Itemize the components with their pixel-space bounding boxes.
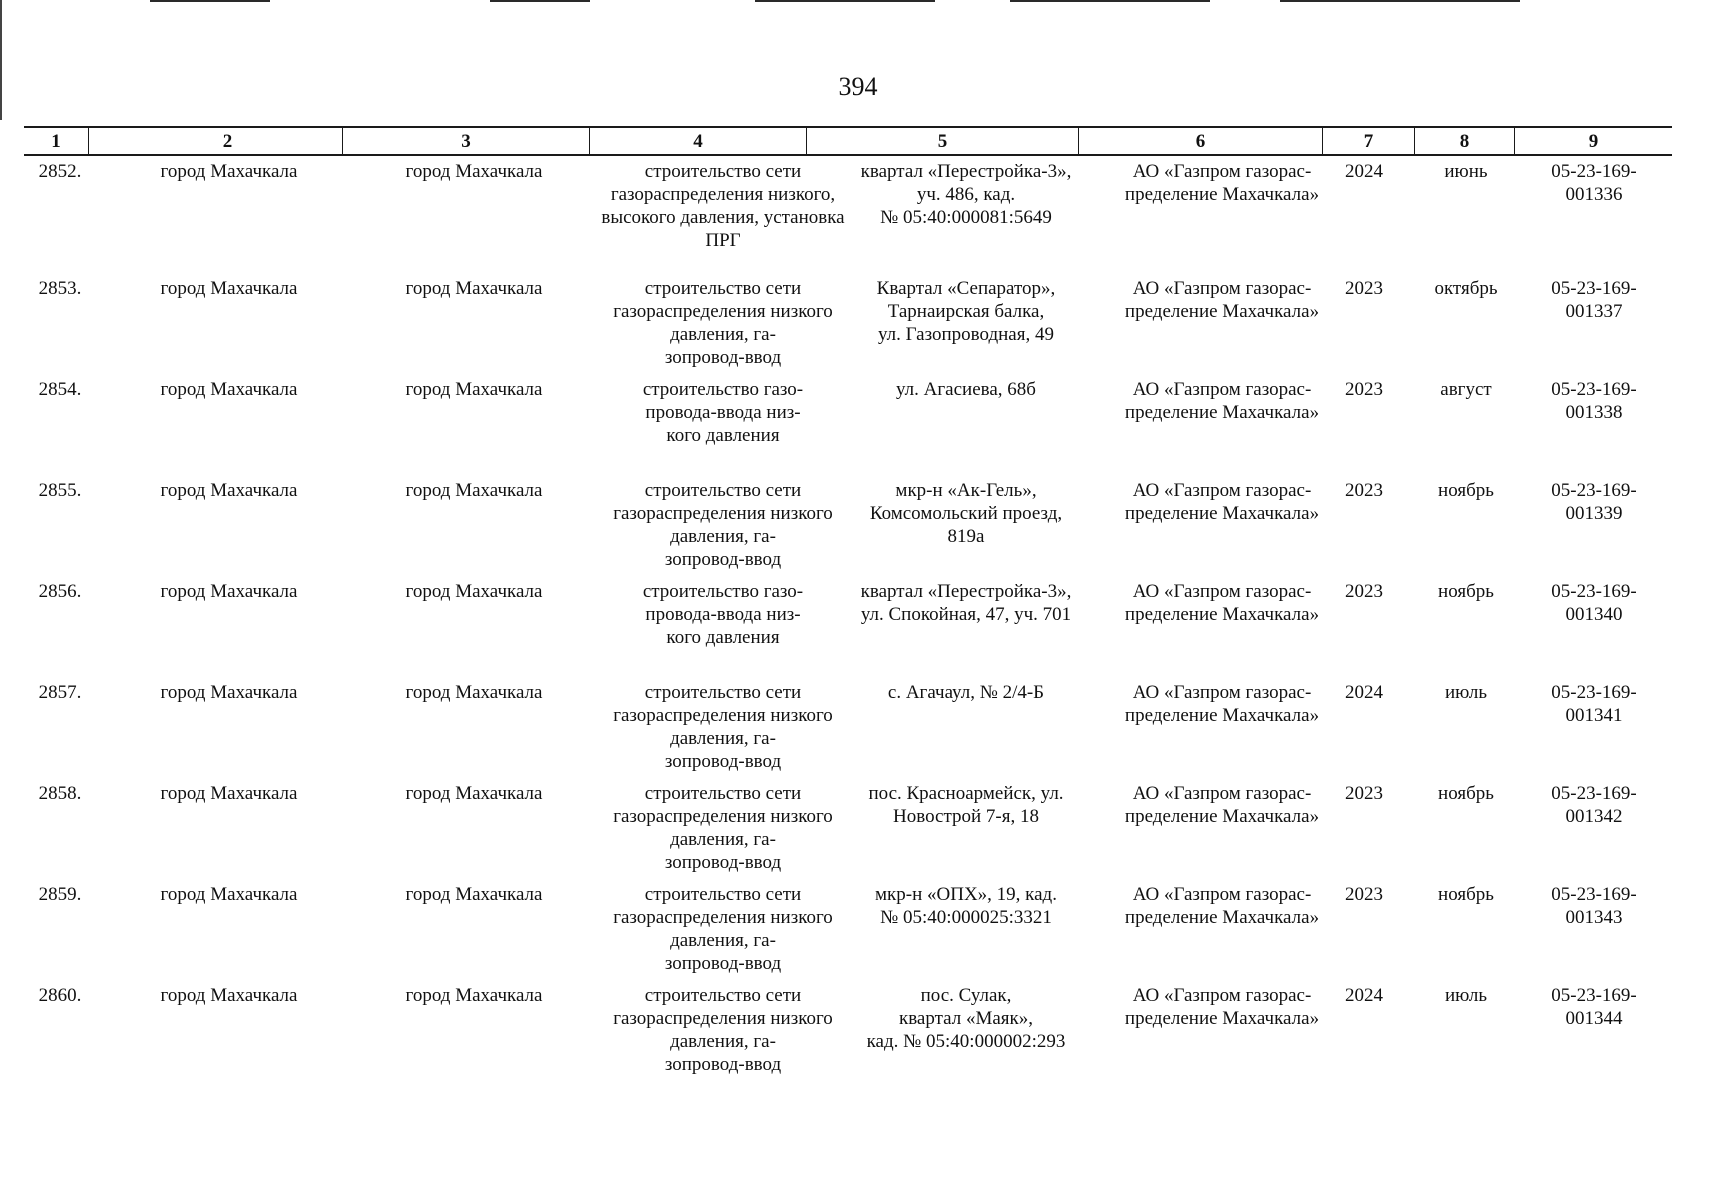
address-cell: мкр-н «ОПХ», 19, кад. № 05:40:000025:3321 xyxy=(875,884,1057,928)
year-cell: 2023 xyxy=(1345,480,1383,501)
column-header: 9 xyxy=(1514,128,1672,154)
column-header: 3 xyxy=(342,128,589,154)
year-cell: 2024 xyxy=(1345,161,1383,182)
code-cell: 05-23-169- 001341 xyxy=(1551,682,1637,726)
settlement-cell: город Махачкала xyxy=(405,783,543,804)
month-cell: июнь xyxy=(1444,161,1488,182)
settlement-cell: город Махачкала xyxy=(405,278,543,299)
settlement-cell: город Махачкала xyxy=(405,480,543,501)
table-row xyxy=(24,879,1672,980)
organization-cell: АО «Газпром газорас- пределение Махачкала» xyxy=(1124,884,1320,928)
row-number: 2853. xyxy=(38,278,82,299)
district-cell: город Махачкала xyxy=(160,985,298,1006)
work-description-cell: строительство газо- провода-ввода низ- кого давления xyxy=(642,581,804,648)
table-row xyxy=(24,980,1672,1081)
work-description-cell: строительство сети газораспределения низкого, высокого давления, установка ПРГ xyxy=(601,161,845,251)
district-cell: город Махачкала xyxy=(160,783,298,804)
month-cell: ноябрь xyxy=(1438,581,1494,602)
work-description-cell: строительство сети газораспределения низкого давления, га- зопровод-ввод xyxy=(613,985,833,1075)
month-cell: ноябрь xyxy=(1438,884,1494,905)
address-cell: пос. Сулак, квартал «Маяк», кад. № 05:40:000002:293 xyxy=(866,985,1066,1052)
month-cell: ноябрь xyxy=(1438,480,1494,501)
organization-cell: АО «Газпром газорас- пределение Махачкала» xyxy=(1124,278,1320,322)
code-cell: 05-23-169- 001340 xyxy=(1551,581,1637,625)
scan-edge-line xyxy=(755,0,935,2)
row-number: 2857. xyxy=(38,682,82,703)
code-cell: 05-23-169- 001339 xyxy=(1551,480,1637,524)
settlement-cell: город Махачкала xyxy=(405,985,543,1006)
address-cell: ул. Агасиева, 68б xyxy=(896,379,1036,400)
organization-cell: АО «Газпром газорас- пределение Махачкала» xyxy=(1124,985,1320,1029)
scan-edge-line xyxy=(490,0,590,2)
table-row xyxy=(24,273,1672,374)
year-cell: 2023 xyxy=(1345,379,1383,400)
organization-cell: АО «Газпром газорас- пределение Махачкала» xyxy=(1124,379,1320,423)
scan-left-edge xyxy=(0,0,2,120)
settlement-cell: город Махачкала xyxy=(405,682,543,703)
scan-edge-line xyxy=(1280,0,1520,2)
work-description-cell: строительство сети газораспределения низкого давления, га- зопровод-ввод xyxy=(613,682,833,772)
column-header: 6 xyxy=(1078,128,1322,154)
district-cell: город Махачкала xyxy=(160,161,298,182)
scan-edge-line xyxy=(1010,0,1210,2)
organization-cell: АО «Газпром газорас- пределение Махачкала» xyxy=(1124,783,1320,827)
district-cell: город Махачкала xyxy=(160,682,298,703)
table-row xyxy=(24,677,1672,778)
month-cell: август xyxy=(1440,379,1492,400)
row-number: 2860. xyxy=(38,985,82,1006)
page-number: 394 xyxy=(838,72,878,101)
table-row xyxy=(24,374,1672,475)
table-row xyxy=(24,475,1672,576)
work-description-cell: строительство сети газораспределения низкого давления, га- зопровод-ввод xyxy=(613,884,833,974)
organization-cell: АО «Газпром газорас- пределение Махачкала» xyxy=(1124,161,1320,205)
address-cell: с. Агачаул, № 2/4-Б xyxy=(887,682,1045,703)
scan-edge-line xyxy=(150,0,270,2)
work-description-cell: строительство сети газораспределения низкого давления, га- зопровод-ввод xyxy=(613,278,833,368)
month-cell: июль xyxy=(1444,985,1488,1006)
organization-cell: АО «Газпром газорас- пределение Махачкала» xyxy=(1124,682,1320,726)
table-body xyxy=(24,156,1672,1081)
year-cell: 2024 xyxy=(1345,682,1383,703)
column-header: 5 xyxy=(806,128,1078,154)
column-header: 2 xyxy=(88,128,366,154)
year-cell: 2023 xyxy=(1345,278,1383,299)
district-cell: город Махачкала xyxy=(160,278,298,299)
month-cell: ноябрь xyxy=(1438,783,1494,804)
row-number: 2854. xyxy=(38,379,82,400)
work-description-cell: строительство сети газораспределения низкого давления, га- зопровод-ввод xyxy=(613,480,833,570)
column-header: 1 xyxy=(51,131,61,152)
table-header-row xyxy=(24,126,1672,156)
address-cell: пос. Красноармейск, ул. Новострой 7-я, 18 xyxy=(868,783,1064,827)
table-row xyxy=(24,778,1672,879)
column-header: 7 xyxy=(1322,128,1414,154)
settlement-cell: город Махачкала xyxy=(405,581,543,602)
row-number: 2855. xyxy=(38,480,82,501)
row-number: 2852. xyxy=(38,161,82,182)
month-cell: июль xyxy=(1444,682,1488,703)
code-cell: 05-23-169- 001344 xyxy=(1551,985,1637,1029)
settlement-cell: город Махачкала xyxy=(405,884,543,905)
district-cell: город Махачкала xyxy=(160,884,298,905)
code-cell: 05-23-169- 001342 xyxy=(1551,783,1637,827)
address-cell: квартал «Перестройка-3», уч. 486, кад. № 05:40:000081:5649 xyxy=(860,161,1072,228)
column-header: 8 xyxy=(1414,128,1514,154)
month-cell: октябрь xyxy=(1434,278,1498,299)
year-cell: 2023 xyxy=(1345,581,1383,602)
settlement-cell: город Махачкала xyxy=(405,379,543,400)
work-description-cell: строительство газо- провода-ввода низ- кого давления xyxy=(642,379,804,446)
code-cell: 05-23-169- 001338 xyxy=(1551,379,1637,423)
row-number: 2858. xyxy=(38,783,82,804)
code-cell: 05-23-169- 001337 xyxy=(1551,278,1637,322)
address-cell: Квартал «Сепаратор», Тарнаирская балка, ул. Газопроводная, 49 xyxy=(876,278,1056,345)
table-row xyxy=(24,576,1672,677)
table-row xyxy=(24,156,1672,273)
work-description-cell: строительство сети газораспределения низкого давления, га- зопровод-ввод xyxy=(613,783,833,873)
column-header: 4 xyxy=(589,128,806,154)
organization-cell: АО «Газпром газорас- пределение Махачкала» xyxy=(1124,581,1320,625)
row-number: 2856. xyxy=(38,581,82,602)
code-cell: 05-23-169- 001336 xyxy=(1551,161,1637,205)
year-cell: 2024 xyxy=(1345,985,1383,1006)
address-cell: мкр-н «Ак-Гель», Комсомольский проезд, 819а xyxy=(869,480,1063,547)
district-cell: город Махачкала xyxy=(160,379,298,400)
district-cell: город Махачкала xyxy=(160,480,298,501)
year-cell: 2023 xyxy=(1345,884,1383,905)
organization-cell: АО «Газпром газорас- пределение Махачкала» xyxy=(1124,480,1320,524)
district-cell: город Махачкала xyxy=(160,581,298,602)
registry-table xyxy=(24,126,1672,1081)
address-cell: квартал «Перестройка-3», ул. Спокойная, 47, уч. 701 xyxy=(860,581,1072,625)
settlement-cell: город Махачкала xyxy=(405,161,543,182)
code-cell: 05-23-169- 001343 xyxy=(1551,884,1637,928)
row-number: 2859. xyxy=(38,884,82,905)
year-cell: 2023 xyxy=(1345,783,1383,804)
